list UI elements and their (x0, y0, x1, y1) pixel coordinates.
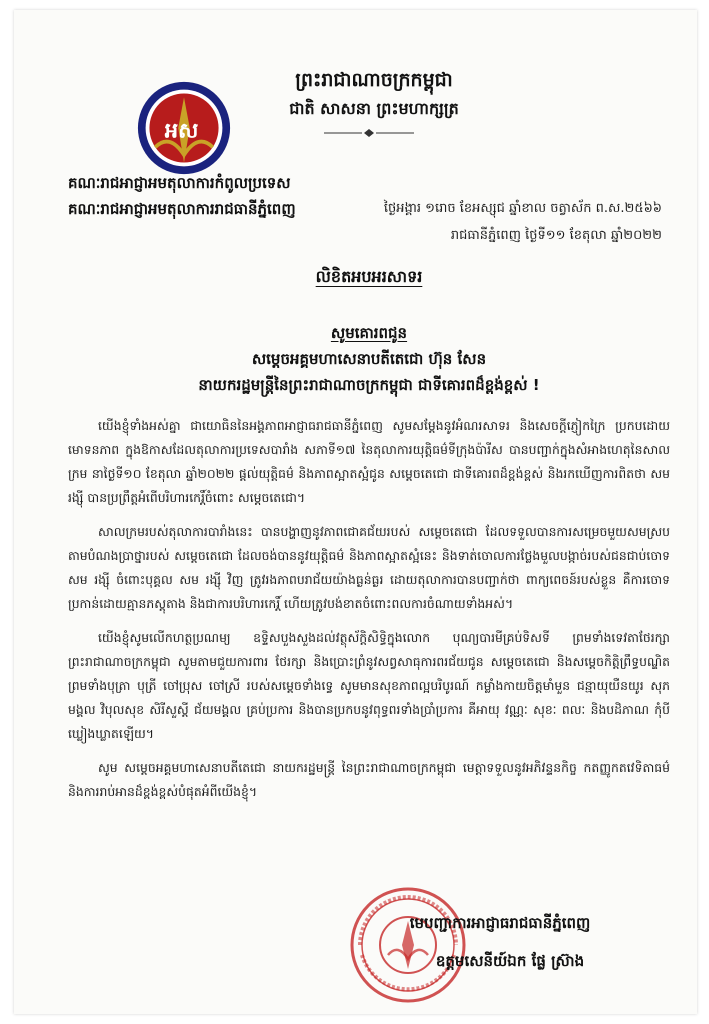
organization-line-2: គណៈរាជអាជ្ញាអមតុលាការរាជធានីភ្នំពេញ (68, 200, 296, 218)
lunar-date: ថ្ងៃអង្គារ ១រោច ខែអស្សុជ ឆ្នាំខាល ចត្វាស័ក ព.ស.២៥៦៦ (383, 201, 662, 216)
addressee-salutation: សូមគោរពជូន (330, 324, 408, 342)
organization-line-1: គណៈរាជអាជ្ញាអមតុលាការកំពូលប្រទេស (68, 174, 291, 192)
document-title: លិខិតអបអរសាទរ (315, 267, 423, 286)
body-paragraph-1: យើងខ្ញុំទាំងអស់គ្នា ជាយោធិននៃអង្គភាពអាជ្ញាធរាជធានីភ្នំពេញ សូមសម្តែងនូវអំណរសាទរ និងសេចក្តីភ្ញៀកក្រៃ ប្រកបដោយមោទនភាព ក្នុងឱកាសដែលតុលាការប្រទេសបារាំង សភាទី១៧ នៃតុលាការយុត្តិធម៌ទីក្រុងប៉ារីស បានបញ្ជាក់ក្នុងសំអាងហេតុនៃសាលក្រម នាថ្ងៃទី១០ ខែតុលា ឆ្នាំ២០២២ ផ្តល់យុត្តិធម៌ និងភាពស្អាតស្អំជូន សម្តេចតេជោ ជាទីគោរពដ៏ខ្ពង់ខ្ពស់ និងរកឃើញការពិតថា សម រង្ស៊ី បានប្រព្រឹត្តអំពើបរិហារកេរ្តិ៍ចំពោះ សម្តេចតេជោ។ (68, 418, 670, 505)
solar-date: រាជធានីភ្នំពេញ ថ្ងៃទី១១ ខែតុលា ឆ្នាំ២០២២ (450, 228, 662, 243)
body-paragraph-4: សូម សម្តេចអគ្គមហាសេនាបតីតេជោ នាយករដ្ឋមន្ត្រី នៃព្រះរាជាណាចក្រកម្ពុជា មេត្តាទទួលនូវអភិវន្ទនកិច្ច កតញ្ញូកតវេទិតាធម៌ និងការរាប់អានដ៏ខ្ពង់ខ្ពស់បំផុតអំពីយើងខ្ញុំ។ (68, 760, 670, 799)
letter-body (68, 414, 670, 814)
ornament-divider-icon (324, 128, 414, 138)
national-motto: ជាតិ សាសនា ព្រះមហាក្សត្រ (289, 99, 459, 118)
addressee-name: សម្តេចអគ្គមហាសេនាបតីតេជោ ហ៊ុន សែន (251, 350, 487, 368)
addressee-position: នាយករដ្ឋមន្ត្រីនៃព្រះរាជាណាចក្រកម្ពុជា ជាទីគោរពដ៏ខ្ពង់ខ្ពស់ ! (198, 376, 540, 394)
signatory-name: ឧត្តមសេនីយ៍ឯក ផ្លែ ស្រ៊ាង (435, 952, 585, 970)
letter-page (14, 10, 697, 1014)
body-paragraph-3: យើងខ្ញុំសូមលើកហត្ថប្រណម្យ ឧទ្ទិសបួងសួងដល់វត្ថុស័ក្តិសិទ្ធិក្នុងលោក បុណ្យបារមីគ្រប់ទិសទី ព្រមទាំងទេវតាថែរក្សាព្រះរាជាណាចក្រកម្ពុជា សូមតាមជួយការពារ ថែរក្សា និងប្រោះព្រំនូវសព្វសាធុការពរជ័យជូន សម្តេចតេជោ និងសម្តេចកិត្តិព្រឹទ្ធបណ្ឌិត ព្រមទាំងបុត្រា បុត្រី ចៅប្រុស ចៅស្រី របស់សម្តេចទាំងទ្វេ សូមមានសុខភាពល្អបរិបូរណ៍ កម្លាំងកាយចិត្តមាំមួន ជន្មាយុយឺនយូរ សុភមង្គល វិបុលសុខ សិរីសួស្តី ជ័យមង្គល គ្រប់ប្រការ និងបានប្រកបនូវពុទ្ធពរទាំងប្រាំប្រការ គឺអាយុ វណ្ណៈ សុខៈ ពលៈ និងបដិភាណ កុំបីឃ្លៀងឃ្លាតឡើយ។ (68, 630, 670, 741)
official-seal-icon (348, 885, 468, 1005)
kingdom-heading: ព្រះរាជាណាចក្រកម្ពុជា (295, 69, 453, 91)
organization-emblem-icon (136, 80, 232, 176)
body-paragraph-2: សាលក្រមរបស់តុលាការបារាំងនេះ បានបង្ហាញនូវភាពជោគជ័យរបស់ សម្តេចតេជោ ដែលទទួលបានការសម្រេចមួយសមស្របតាមបំណងប្រាថ្នារបស់ សម្តេចតេជោ ដែលចង់បាននូវយុត្តិធម៌ និងភាពស្អាតស្អំនេះ និងទាត់ចោលការថ្លែងមួលបង្កាច់របស់ជនជាប់ចោទ សម រង្ស៊ី ចំពោះបុគ្គល សម រង្ស៊ី វិញ ត្រូវរងភាពបរាជ័យយ៉ាងធ្ងន់ធ្ងរ ដោយតុលាការបានបញ្ជាក់ថា ពាក្យពេចន៍របស់ខ្លួន គឺការចោទប្រកាន់ដោយគ្មានភស្តុតាង និងជាការបរិហារកេរ្តិ៍ ហើយត្រូវបង់ខាតចំពោះពលការចំណាយទាំងអស់។ (68, 524, 670, 611)
emblem-letters: អស (164, 117, 199, 143)
signatory-title: មេបញ្ជាការអាជ្ញាធរាជធានីភ្នំពេញ (409, 914, 591, 932)
